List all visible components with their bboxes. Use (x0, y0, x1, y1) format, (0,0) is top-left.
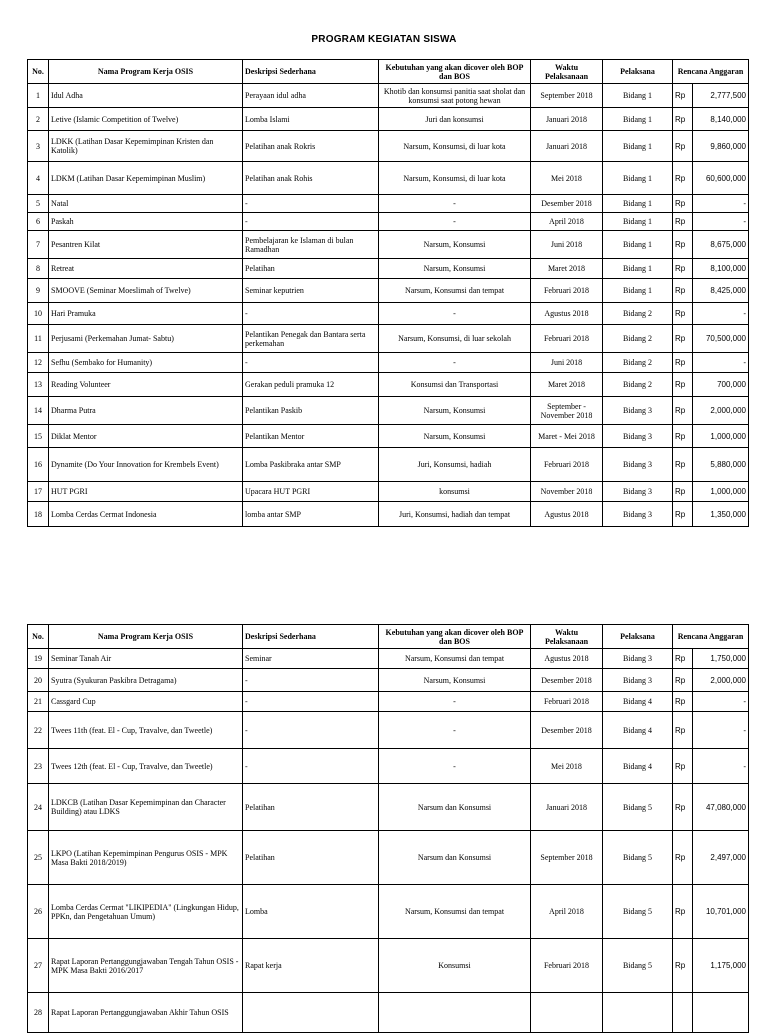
table-cell-deskripsi: Pelantikan Paskib (243, 397, 379, 425)
table-cell-anggaran: - (693, 353, 749, 373)
table-cell-kebutuhan: Narsum, Konsumsi dan tempat (379, 885, 531, 939)
program-table-1 (27, 59, 749, 527)
table-cell-anggaran: 60,600,000 (693, 162, 749, 195)
table-cell-no: 18 (28, 502, 49, 527)
table-cell-currency: Rp (673, 195, 693, 213)
table-cell-waktu: Februari 2018 (531, 325, 603, 353)
table-body-2 (28, 649, 749, 1033)
table-cell-currency: Rp (673, 749, 693, 784)
header-nama: Nama Program Kerja OSIS (49, 60, 243, 84)
table-cell-deskripsi: Perayaan idul adha (243, 84, 379, 108)
table-cell-pelaksana: Bidang 2 (603, 373, 673, 397)
table-cell-no: 16 (28, 448, 49, 482)
table-cell-anggaran: 8,425,000 (693, 279, 749, 303)
table-cell-pelaksana: Bidang 1 (603, 279, 673, 303)
table-cell-currency: Rp (673, 373, 693, 397)
table-cell-waktu: Januari 2018 (531, 108, 603, 131)
table-cell-anggaran: - (693, 749, 749, 784)
table-cell-no: 25 (28, 831, 49, 885)
header-pelaksana: Pelaksana (603, 60, 673, 84)
table-row (28, 397, 749, 425)
table-row (28, 162, 749, 195)
table-cell-nama: Diklat Mentor (49, 425, 243, 448)
table-cell-kebutuhan: Narsum dan Konsumsi (379, 831, 531, 885)
table-cell-anggaran: 1,000,000 (693, 425, 749, 448)
table-cell-waktu: September 2018 (531, 84, 603, 108)
table-cell-waktu: Agustus 2018 (531, 502, 603, 527)
table-cell-currency (673, 993, 693, 1033)
table-cell-kebutuhan: Narsum, Konsumsi (379, 231, 531, 259)
table-cell-waktu: Februari 2018 (531, 279, 603, 303)
table-cell-waktu: April 2018 (531, 213, 603, 231)
table-cell-anggaran: 1,750,000 (693, 649, 749, 669)
table-cell-nama: Pesantren Kilat (49, 231, 243, 259)
table-cell-nama: Natal (49, 195, 243, 213)
header-waktu: Waktu Pelaksanaan (531, 60, 603, 84)
table-cell-anggaran: 1,000,000 (693, 482, 749, 502)
table-row (28, 131, 749, 162)
table-cell-currency: Rp (673, 939, 693, 993)
table-row (28, 993, 749, 1033)
table-cell-no: 3 (28, 131, 49, 162)
table-cell-kebutuhan: Narsum, Konsumsi dan tempat (379, 649, 531, 669)
table-cell-pelaksana: Bidang 2 (603, 325, 673, 353)
table-cell-currency: Rp (673, 397, 693, 425)
table-cell-no: 4 (28, 162, 49, 195)
table-cell-currency: Rp (673, 784, 693, 831)
table-body-1 (28, 84, 749, 527)
table-cell-pelaksana: Bidang 1 (603, 195, 673, 213)
header-deskripsi: Deskripsi Sederhana (243, 60, 379, 84)
table-cell-kebutuhan: Narsum, Konsumsi (379, 425, 531, 448)
table-cell-waktu: September - November 2018 (531, 397, 603, 425)
table-cell-pelaksana: Bidang 5 (603, 939, 673, 993)
table-cell-deskripsi: Pelatihan anak Rokris (243, 131, 379, 162)
table-cell-deskripsi: Pelatihan (243, 259, 379, 279)
table-cell-pelaksana: Bidang 1 (603, 84, 673, 108)
table-cell-nama: Syutra (Syukuran Paskibra Detragama) (49, 669, 243, 692)
table-cell-deskripsi: - (243, 213, 379, 231)
table-cell-nama: Hari Pramuka (49, 303, 243, 325)
table-cell-no: 11 (28, 325, 49, 353)
table-cell-currency: Rp (673, 482, 693, 502)
table-cell-nama: Dynamite (Do Your Innovation for Krembels Event) (49, 448, 243, 482)
table-cell-no: 22 (28, 712, 49, 749)
table-cell-kebutuhan: Khotib dan konsumsi panitia saat sholat dan konsumsi saat potong hewan (379, 84, 531, 108)
table-cell-pelaksana: Bidang 3 (603, 669, 673, 692)
table-cell-no: 10 (28, 303, 49, 325)
table-cell-anggaran: 2,000,000 (693, 669, 749, 692)
table-cell-anggaran (693, 993, 749, 1033)
table-cell-anggaran: - (693, 195, 749, 213)
table-cell-currency: Rp (673, 353, 693, 373)
table-cell-deskripsi: - (243, 195, 379, 213)
table-cell-waktu: Desember 2018 (531, 195, 603, 213)
table-cell-currency: Rp (673, 448, 693, 482)
table-cell-waktu: Januari 2018 (531, 784, 603, 831)
table-cell-no: 19 (28, 649, 49, 669)
table-cell-kebutuhan: Narsum, Konsumsi, di luar sekolah (379, 325, 531, 353)
table-cell-nama: Paskah (49, 213, 243, 231)
table-cell-nama: Perjusami (Perkemahan Jumat- Sabtu) (49, 325, 243, 353)
table-cell-nama: Reading Volunteer (49, 373, 243, 397)
table-cell-anggaran: 5,880,000 (693, 448, 749, 482)
table-cell-pelaksana: Bidang 3 (603, 502, 673, 527)
header-anggaran: Rencana Anggaran (673, 625, 749, 649)
table-cell-kebutuhan: - (379, 303, 531, 325)
table-cell-no: 26 (28, 885, 49, 939)
table-cell-waktu (531, 993, 603, 1033)
table-cell-deskripsi: Seminar keputrien (243, 279, 379, 303)
table-cell-nama: Lomba Cerdas Cermat Indonesia (49, 502, 243, 527)
table-cell-kebutuhan: Narsum, Konsumsi (379, 259, 531, 279)
header-kebutuhan: Kebutuhan yang akan dicover oleh BOP dan BOS (379, 60, 531, 84)
table-cell-no: 24 (28, 784, 49, 831)
table-cell-kebutuhan: konsumsi (379, 482, 531, 502)
table-cell-no: 8 (28, 259, 49, 279)
table-cell-anggaran: 1,175,000 (693, 939, 749, 993)
table-cell-nama: Rapat Laporan Pertanggungjawaban Akhir Tahun OSIS (49, 993, 243, 1033)
table-cell-currency: Rp (673, 231, 693, 259)
table-cell-anggaran: 2,497,000 (693, 831, 749, 885)
table-row (28, 482, 749, 502)
table-cell-nama: Twees 11th (feat. El - Cup, Travalve, dan Tweetle) (49, 712, 243, 749)
table-cell-anggaran: - (693, 303, 749, 325)
table-row (28, 303, 749, 325)
table-row (28, 669, 749, 692)
table-cell-waktu: Mei 2018 (531, 749, 603, 784)
page-title: PROGRAM KEGIATAN SISWA (311, 34, 457, 45)
table-cell-pelaksana: Bidang 2 (603, 353, 673, 373)
table-cell-deskripsi: Lomba (243, 885, 379, 939)
table-cell-nama: LKPO (Latihan Kepemimpinan Pengurus OSIS - MPK Masa Bakti 2018/2019) (49, 831, 243, 885)
table-cell-no: 6 (28, 213, 49, 231)
table-cell-deskripsi: Seminar (243, 649, 379, 669)
table-cell-anggaran: 10,701,000 (693, 885, 749, 939)
table-cell-kebutuhan: Narsum, Konsumsi (379, 669, 531, 692)
table-cell-deskripsi: - (243, 749, 379, 784)
table-cell-nama: Seminar Tanah Air (49, 649, 243, 669)
table-row (28, 108, 749, 131)
table-cell-pelaksana: Bidang 1 (603, 259, 673, 279)
header-no: No. (28, 625, 49, 649)
table-cell-anggaran: 8,140,000 (693, 108, 749, 131)
table-cell-deskripsi: Pelatihan anak Rohis (243, 162, 379, 195)
table-cell-anggaran: - (693, 213, 749, 231)
table-row (28, 259, 749, 279)
table-cell-kebutuhan: Konsumsi (379, 939, 531, 993)
table-cell-currency: Rp (673, 108, 693, 131)
table-cell-kebutuhan: Narsum, Konsumsi (379, 397, 531, 425)
table-cell-deskripsi: - (243, 353, 379, 373)
table-cell-nama: LDKCB (Latihan Dasar Kepemimpinan dan Character Building) atau LDKS (49, 784, 243, 831)
table-cell-kebutuhan: Narsum dan Konsumsi (379, 784, 531, 831)
table-row (28, 425, 749, 448)
table-cell-deskripsi: Upacara HUT PGRI (243, 482, 379, 502)
table-cell-currency: Rp (673, 712, 693, 749)
table-cell-nama: Lomba Cerdas Cermat "LIKIPEDIA" (Lingkungan Hidup, PPKn, dan Pengetahuan Umum) (49, 885, 243, 939)
table-cell-currency: Rp (673, 692, 693, 712)
table-cell-kebutuhan: - (379, 353, 531, 373)
table-cell-waktu: Agustus 2018 (531, 303, 603, 325)
table-cell-deskripsi: lomba antar SMP (243, 502, 379, 527)
table-cell-pelaksana: Bidang 4 (603, 692, 673, 712)
table-cell-pelaksana: Bidang 5 (603, 831, 673, 885)
table-row (28, 279, 749, 303)
table-cell-currency: Rp (673, 831, 693, 885)
table-cell-deskripsi: - (243, 303, 379, 325)
table-cell-deskripsi: Lomba Islami (243, 108, 379, 131)
program-table-2 (27, 624, 749, 1033)
header-pelaksana: Pelaksana (603, 625, 673, 649)
table-cell-pelaksana: Bidang 1 (603, 162, 673, 195)
table-cell-waktu: Desember 2018 (531, 712, 603, 749)
table-row (28, 649, 749, 669)
table-cell-no: 27 (28, 939, 49, 993)
table-cell-currency: Rp (673, 669, 693, 692)
table-cell-nama: Idul Adha (49, 84, 243, 108)
table-cell-pelaksana: Bidang 5 (603, 784, 673, 831)
table-cell-kebutuhan: - (379, 749, 531, 784)
table-cell-nama: LDKK (Latihan Dasar Kepemimpinan Kristen dan Katolik) (49, 131, 243, 162)
table-cell-waktu: Juni 2018 (531, 353, 603, 373)
table-cell-deskripsi: Lomba Paskibraka antar SMP (243, 448, 379, 482)
table-cell-currency: Rp (673, 325, 693, 353)
table-cell-waktu: September 2018 (531, 831, 603, 885)
table-cell-no: 14 (28, 397, 49, 425)
table-cell-no: 20 (28, 669, 49, 692)
table-cell-pelaksana: Bidang 3 (603, 448, 673, 482)
table-row (28, 213, 749, 231)
table-cell-pelaksana: Bidang 3 (603, 649, 673, 669)
table-cell-nama: Retreat (49, 259, 243, 279)
table-cell-kebutuhan: Juri dan konsumsi (379, 108, 531, 131)
table-cell-anggaran: 8,100,000 (693, 259, 749, 279)
table-row (28, 231, 749, 259)
table-cell-pelaksana: Bidang 1 (603, 213, 673, 231)
table-cell-nama: SMOOVE (Seminar Moeslimah of Twelve) (49, 279, 243, 303)
table-cell-kebutuhan: Narsum, Konsumsi, di luar kota (379, 162, 531, 195)
header-kebutuhan: Kebutuhan yang akan dicover oleh BOP dan BOS (379, 625, 531, 649)
table-cell-no: 21 (28, 692, 49, 712)
table-cell-waktu: April 2018 (531, 885, 603, 939)
table-cell-pelaksana (603, 993, 673, 1033)
table-cell-deskripsi: Pelantikan Mentor (243, 425, 379, 448)
table-row (28, 692, 749, 712)
header-no: No. (28, 60, 49, 84)
table-cell-waktu: Februari 2018 (531, 939, 603, 993)
table-cell-anggaran: 70,500,000 (693, 325, 749, 353)
table-cell-currency: Rp (673, 259, 693, 279)
header-nama: Nama Program Kerja OSIS (49, 625, 243, 649)
table-cell-waktu: Februari 2018 (531, 448, 603, 482)
table-cell-anggaran: 2,777,500 (693, 84, 749, 108)
table-cell-anggaran: 1,350,000 (693, 502, 749, 527)
table-cell-deskripsi: - (243, 712, 379, 749)
table-cell-no: 1 (28, 84, 49, 108)
table-row (28, 195, 749, 213)
table-cell-nama: Letive (Islamic Competition of Twelve) (49, 108, 243, 131)
table-cell-pelaksana: Bidang 5 (603, 885, 673, 939)
table-cell-no: 15 (28, 425, 49, 448)
table-cell-kebutuhan: - (379, 195, 531, 213)
table-header-row (28, 60, 749, 84)
table-cell-deskripsi (243, 993, 379, 1033)
table-cell-currency: Rp (673, 279, 693, 303)
table-cell-nama: Rapat Laporan Pertanggungjawaban Tengah Tahun OSIS - MPK Masa Bakti 2016/2017 (49, 939, 243, 993)
table-row (28, 831, 749, 885)
table-cell-currency: Rp (673, 885, 693, 939)
table-row (28, 84, 749, 108)
table-cell-kebutuhan (379, 993, 531, 1033)
header-deskripsi: Deskripsi Sederhana (243, 625, 379, 649)
table-cell-nama: Dharma Putra (49, 397, 243, 425)
table-cell-deskripsi: Pembelajaran ke Islaman di bulan Ramadhan (243, 231, 379, 259)
table-cell-pelaksana: Bidang 3 (603, 397, 673, 425)
table-cell-pelaksana: Bidang 1 (603, 108, 673, 131)
table-cell-kebutuhan: - (379, 213, 531, 231)
table-cell-waktu: Maret 2018 (531, 373, 603, 397)
table-cell-nama: LDKM (Latihan Dasar Kepemimpinan Muslim) (49, 162, 243, 195)
table-cell-anggaran: 8,675,000 (693, 231, 749, 259)
table-cell-anggaran: 47,080,000 (693, 784, 749, 831)
table-cell-deskripsi: - (243, 669, 379, 692)
table-cell-pelaksana: Bidang 4 (603, 712, 673, 749)
table-row (28, 939, 749, 993)
table-cell-pelaksana: Bidang 3 (603, 482, 673, 502)
table-row (28, 784, 749, 831)
table-cell-no: 28 (28, 993, 49, 1033)
table-row (28, 448, 749, 482)
table-cell-no: 23 (28, 749, 49, 784)
table-cell-pelaksana: Bidang 4 (603, 749, 673, 784)
table-cell-anggaran: 2,000,000 (693, 397, 749, 425)
table-cell-no: 9 (28, 279, 49, 303)
table-cell-waktu: Agustus 2018 (531, 649, 603, 669)
table-cell-deskripsi: Pelantikan Penegak dan Bantara serta perkemahan (243, 325, 379, 353)
table-row (28, 325, 749, 353)
table-cell-pelaksana: Bidang 2 (603, 303, 673, 325)
table-cell-anggaran: 9,860,000 (693, 131, 749, 162)
table-cell-waktu: Januari 2018 (531, 131, 603, 162)
table-cell-kebutuhan: Konsumsi dan Transportasi (379, 373, 531, 397)
table-cell-waktu: November 2018 (531, 482, 603, 502)
table-cell-waktu: Desember 2018 (531, 669, 603, 692)
table-cell-nama: Twees 12th (feat. El - Cup, Travalve, dan Tweetle) (49, 749, 243, 784)
table-cell-no: 7 (28, 231, 49, 259)
table-cell-nama: Sefhu (Sembako for Humanity) (49, 353, 243, 373)
table-cell-pelaksana: Bidang 1 (603, 231, 673, 259)
table-cell-no: 17 (28, 482, 49, 502)
table-cell-currency: Rp (673, 162, 693, 195)
table-row (28, 373, 749, 397)
table-cell-anggaran: - (693, 712, 749, 749)
header-anggaran: Rencana Anggaran (673, 60, 749, 84)
table-header-row (28, 625, 749, 649)
table-cell-nama: Cassgard Cup (49, 692, 243, 712)
table-cell-waktu: Mei 2018 (531, 162, 603, 195)
table-cell-deskripsi: Rapat kerja (243, 939, 379, 993)
table-cell-deskripsi: - (243, 692, 379, 712)
table-cell-currency: Rp (673, 84, 693, 108)
table-cell-pelaksana: Bidang 3 (603, 425, 673, 448)
table-row (28, 749, 749, 784)
header-waktu: Waktu Pelaksanaan (531, 625, 603, 649)
table-cell-no: 5 (28, 195, 49, 213)
table-cell-no: 12 (28, 353, 49, 373)
table-cell-kebutuhan: Juri, Konsumsi, hadiah (379, 448, 531, 482)
table-cell-deskripsi: Pelatihan (243, 784, 379, 831)
table-cell-deskripsi: Gerakan peduli pramuka 12 (243, 373, 379, 397)
table-cell-waktu: Maret - Mei 2018 (531, 425, 603, 448)
table-row (28, 712, 749, 749)
table-cell-anggaran: - (693, 692, 749, 712)
table-cell-anggaran: 700,000 (693, 373, 749, 397)
table-cell-deskripsi: Pelatihan (243, 831, 379, 885)
table-cell-waktu: Juni 2018 (531, 231, 603, 259)
table-cell-currency: Rp (673, 649, 693, 669)
table-row (28, 502, 749, 527)
table-row (28, 885, 749, 939)
table-cell-currency: Rp (673, 303, 693, 325)
table-cell-currency: Rp (673, 502, 693, 527)
table-cell-no: 2 (28, 108, 49, 131)
table-cell-kebutuhan: Narsum, Konsumsi dan tempat (379, 279, 531, 303)
table-cell-waktu: Maret 2018 (531, 259, 603, 279)
table-cell-kebutuhan: Juri, Konsumsi, hadiah dan tempat (379, 502, 531, 527)
table-cell-kebutuhan: Narsum, Konsumsi, di luar kota (379, 131, 531, 162)
table-cell-kebutuhan: - (379, 692, 531, 712)
table-cell-waktu: Februari 2018 (531, 692, 603, 712)
table-row (28, 353, 749, 373)
table-cell-pelaksana: Bidang 1 (603, 131, 673, 162)
table-cell-currency: Rp (673, 425, 693, 448)
table-cell-kebutuhan: - (379, 712, 531, 749)
table-cell-no: 13 (28, 373, 49, 397)
table-cell-currency: Rp (673, 131, 693, 162)
table-cell-currency: Rp (673, 213, 693, 231)
table-cell-nama: HUT PGRI (49, 482, 243, 502)
